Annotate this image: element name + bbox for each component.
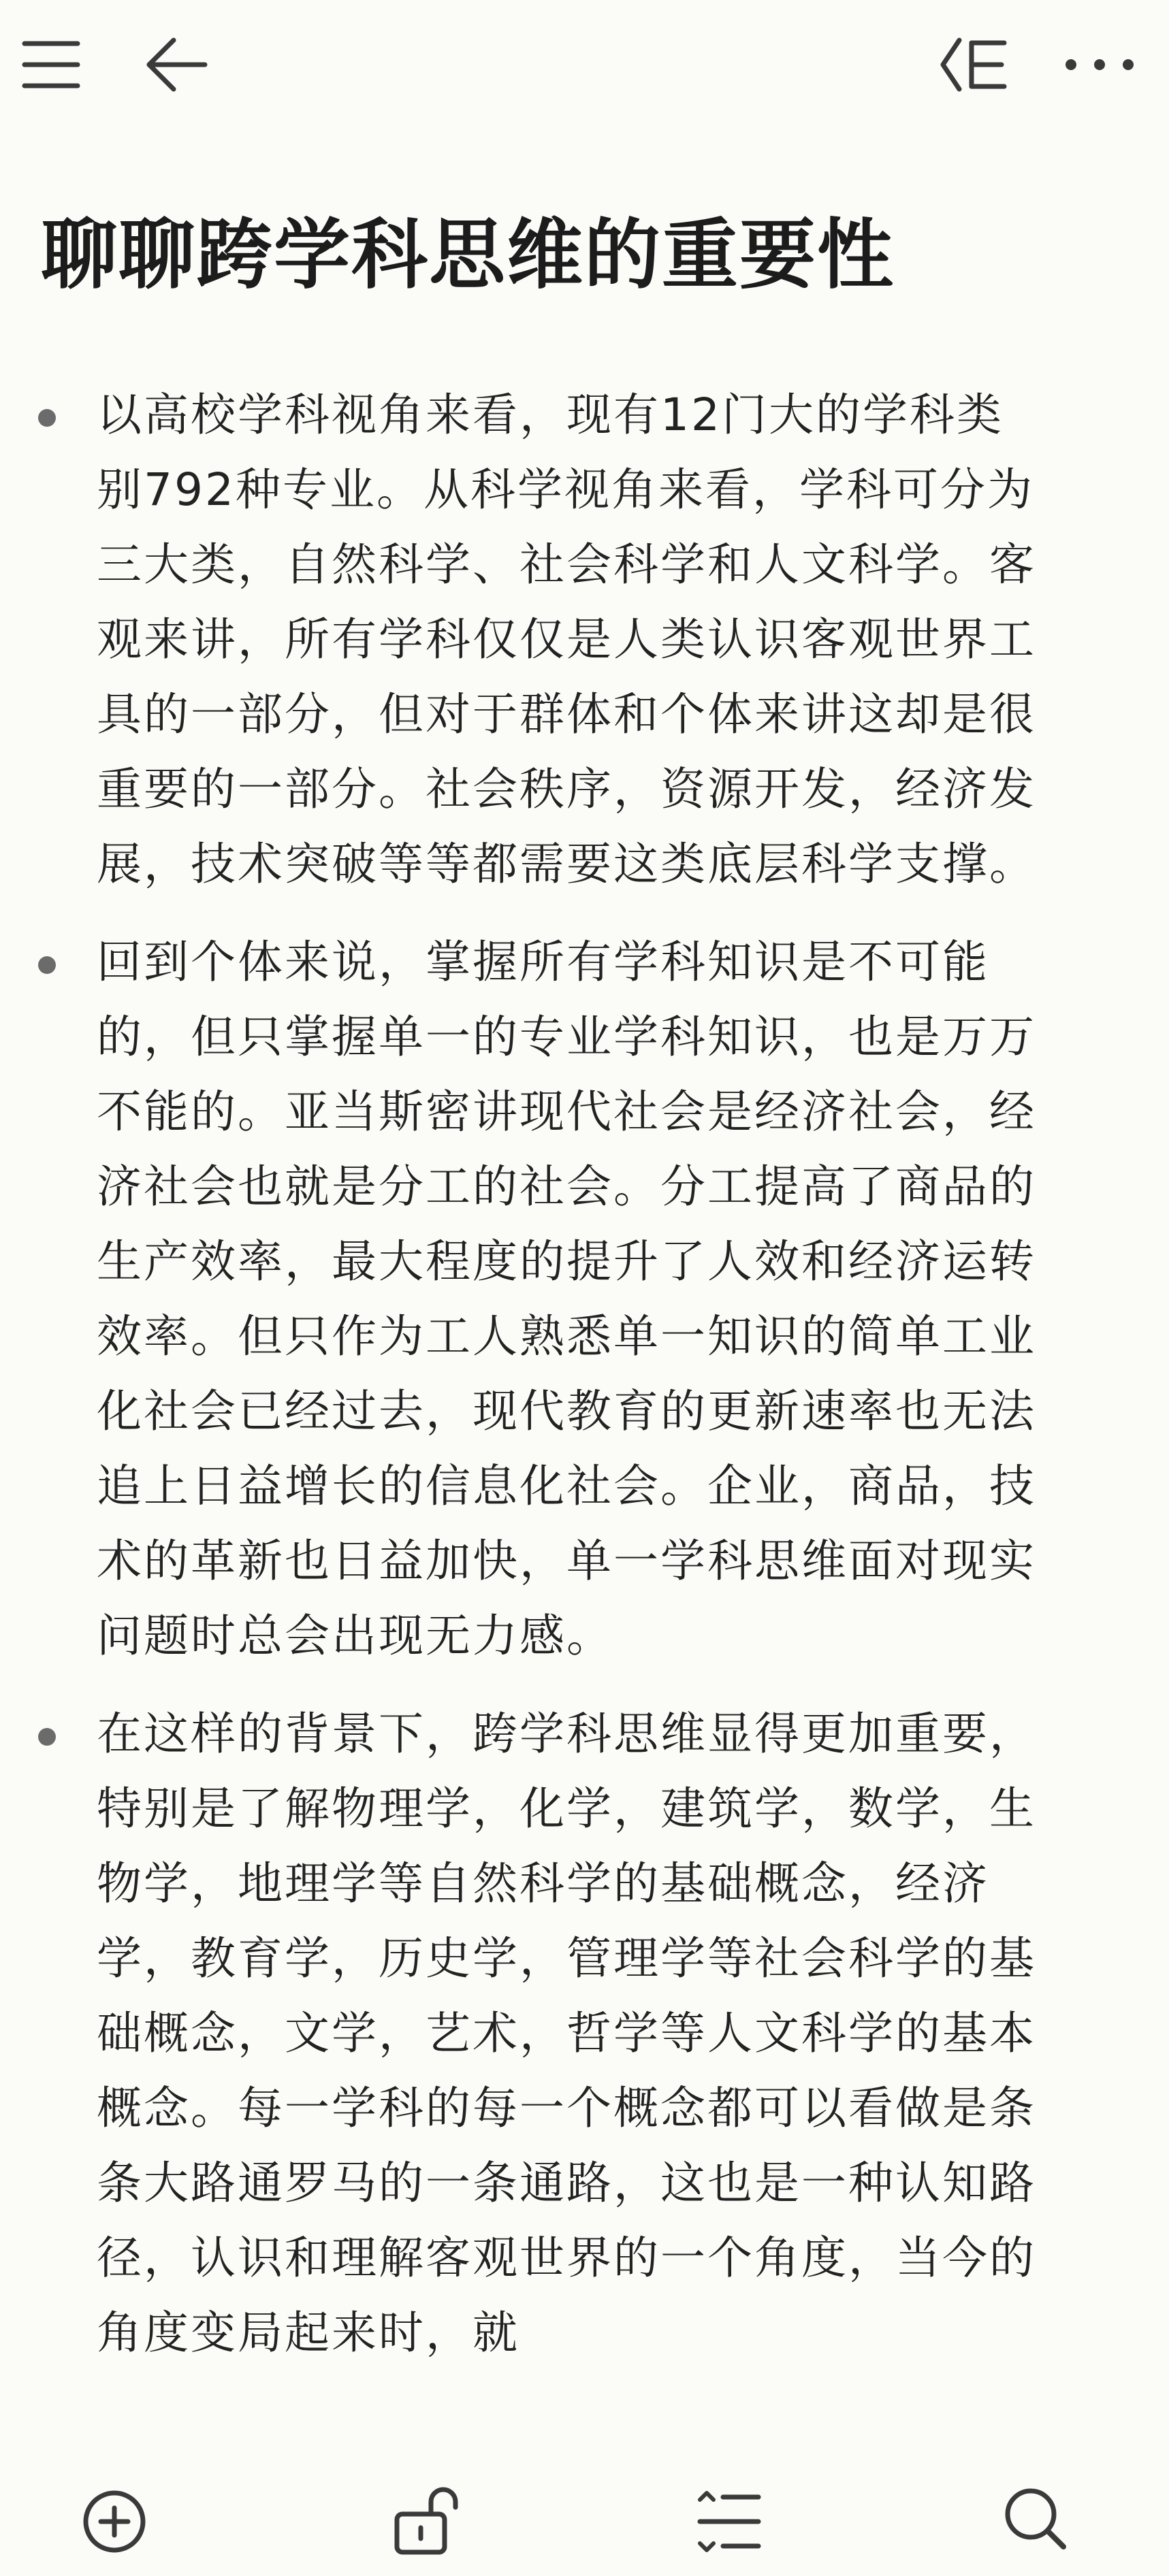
- bullet-text[interactable]: 以高校学科视角来看，现有12门大的学科类别792种专业。从科学视角来看，学科可分为三大类，自然科学、社会科学和人文科学。客观来讲，所有学科仅仅是人类认识客观世界工具的一部分，但对于群体和个体来讲这却是很重要的一部分。社会秩序，资源开发，经济发展，技术突破等等都需要这类底层科学支撑。: [97, 389, 1036, 890]
- arrow-left-icon[interactable]: [140, 31, 214, 99]
- unlock-icon[interactable]: [391, 2484, 460, 2556]
- outline-list-icon[interactable]: [936, 31, 1011, 99]
- list-item[interactable]: [0, 378, 1050, 902]
- more-horizontal-icon[interactable]: [1059, 41, 1140, 88]
- bullet-list: [0, 378, 1169, 2370]
- list-item[interactable]: [0, 925, 1050, 1674]
- note-title[interactable]: 聊聊跨学科思维的重要性: [41, 211, 895, 299]
- top-toolbar: [0, 0, 1169, 129]
- bullet-text[interactable]: 在这样的背景下，跨学科思维显得更加重要，特别是了解物理学，化学，建筑学，数学，生物学，地理学等自然科学的基础概念，经济学，教育学，历史学，管理学等社会科学的基础概念，文学，艺术，哲学等人文科学的基本概念。每一学科的每一个概念都可以看做是条条大路通罗马的一条通路，这也是一种认知路径，认识和理解客观世界的一个角度，当今的角度变局起来时，就: [97, 1708, 1036, 2359]
- search-icon[interactable]: [1001, 2484, 1069, 2552]
- format-list-icon[interactable]: [694, 2488, 763, 2556]
- bullet-dot-icon: [38, 1728, 56, 1746]
- list-item[interactable]: [0, 1697, 1050, 2370]
- bullet-dot-icon: [38, 956, 56, 974]
- add-circle-icon[interactable]: [80, 2488, 148, 2556]
- hamburger-menu-icon[interactable]: [20, 34, 82, 95]
- bullet-text[interactable]: 回到个体来说，掌握所有学科知识是不可能的，但只掌握单一的专业学科知识，也是万万不能的。亚当斯密讲现代社会是经济社会，经济社会也就是分工的社会。分工提高了商品的生产效率，最大程度的提升了人效和经济运转效率。但只作为工人熟悉单一知识的简单工业化社会已经过去，现代教育的更新速率也无法追上日益增长的信息化社会。企业，商品，技术的革新也日益加快，单一学科思维面对现实问题时总会出现无力感。: [97, 936, 1036, 1662]
- bullet-dot-icon: [38, 409, 56, 427]
- note-content[interactable]: [0, 378, 1169, 2453]
- bottom-toolbar: [0, 2453, 1169, 2576]
